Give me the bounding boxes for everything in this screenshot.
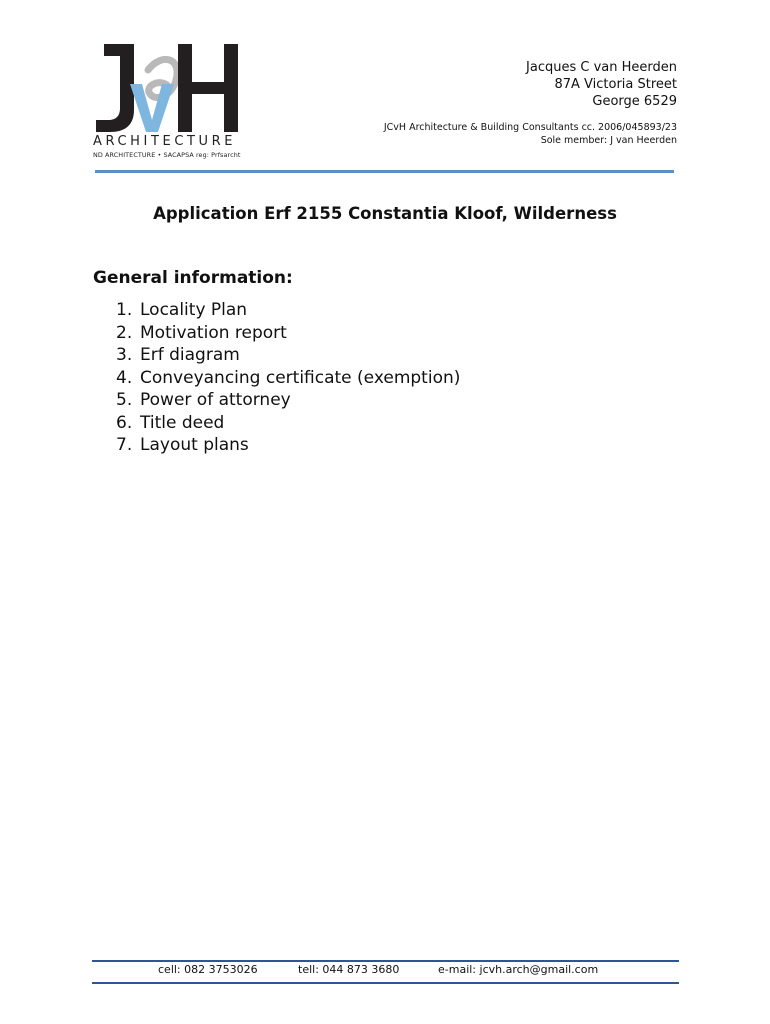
list-item-text: Title deed <box>140 412 225 433</box>
list-item <box>116 389 460 412</box>
sender-name: Jacques C van Heerden <box>526 60 677 75</box>
footer-tell: tell: 044 873 3680 <box>298 963 400 976</box>
general-information-heading: General information: <box>93 268 293 288</box>
company-member: Sole member: J van Heerden <box>540 135 677 146</box>
footer-cell: cell: 082 3753026 <box>158 963 258 976</box>
list-item-number: 1. <box>116 300 133 320</box>
list-item <box>116 344 460 367</box>
list-item-text: Conveyancing certificate (exemption) <box>140 367 461 388</box>
company-details <box>384 121 677 147</box>
list-item-text: Locality Plan <box>140 300 248 320</box>
list-item-text: Erf diagram <box>140 345 240 365</box>
list-item-number: 4. <box>116 367 133 388</box>
company-registration: JCvH Architecture & Building Consultants cc. 2006/045893/23 <box>383 122 677 133</box>
list-item-number: 3. <box>116 345 133 365</box>
list-item <box>116 299 460 322</box>
list-item <box>116 322 460 345</box>
company-logo <box>90 40 250 162</box>
list-item-number: 2. <box>116 322 133 343</box>
list-item <box>116 412 460 435</box>
list-item-text: Power of attorney <box>140 390 291 410</box>
list-item-number: 5. <box>116 390 133 410</box>
document-title: Application Erf 2155 Constantia Kloof, Wilderness <box>153 204 617 223</box>
list-item-text: Layout plans <box>140 435 249 455</box>
footer-divider-bottom <box>92 982 679 984</box>
list-item <box>116 367 460 390</box>
sender-address <box>526 59 677 110</box>
header-divider <box>95 170 674 173</box>
list-item <box>116 434 460 457</box>
logo-registration-line: ND ARCHITECTURE • SACAPSA reg: Prfsarcht <box>93 151 241 159</box>
jvh-monogram-icon <box>90 40 250 134</box>
general-information-list <box>116 299 460 457</box>
footer-contacts <box>158 963 598 976</box>
list-item-number: 7. <box>116 435 133 455</box>
list-item-number: 6. <box>116 412 133 433</box>
logo-wordmark: ARCHITECTURE <box>93 134 237 149</box>
sender-street: 87A Victoria Street <box>554 77 677 92</box>
sender-city: George 6529 <box>592 94 677 109</box>
footer-divider-top <box>92 960 679 962</box>
footer-email: e-mail: jcvh.arch@gmail.com <box>438 963 599 976</box>
list-item-text: Motivation report <box>140 322 287 343</box>
